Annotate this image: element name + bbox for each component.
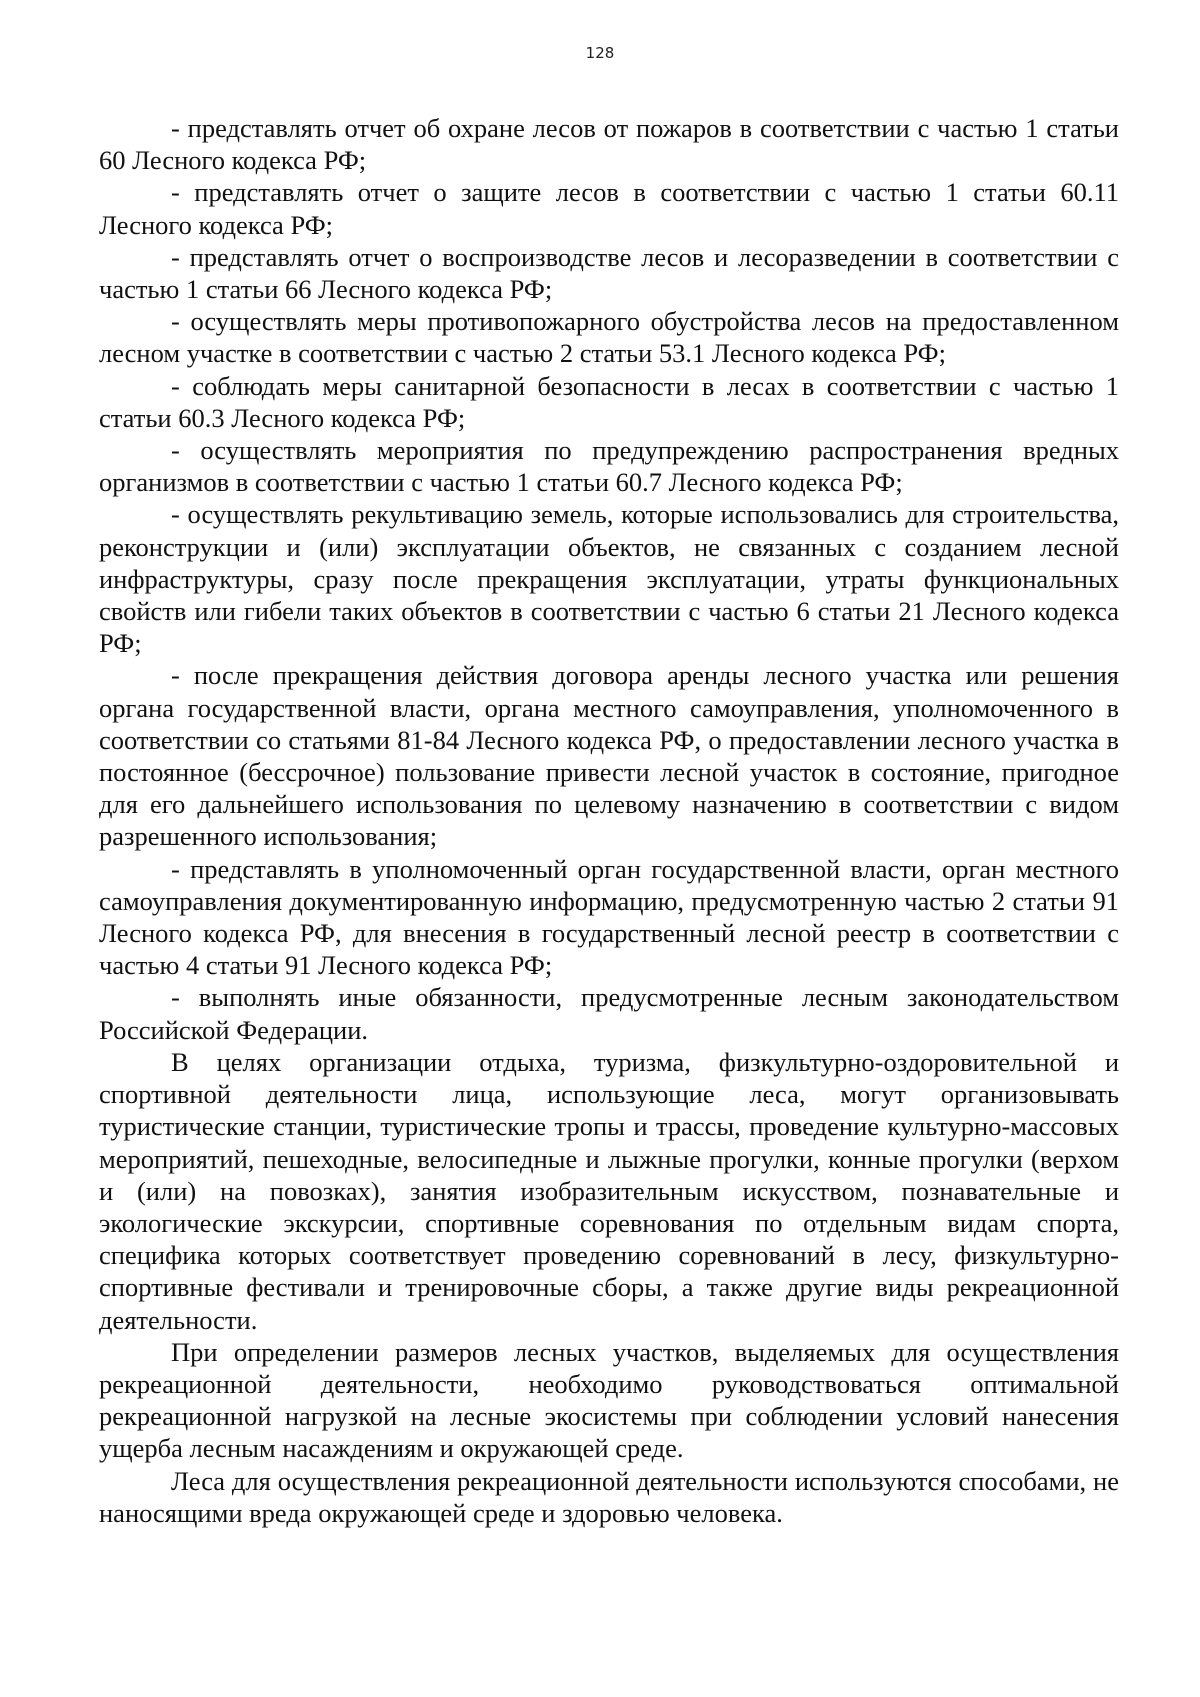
paragraph-harmful-organisms: - осуществлять мероприятия по предупреждению распространения вредных организмов в соответствии с частью 1 статьи 60.7 Лесного кодекса РФ; (99, 435, 1119, 498)
paragraph-recreation-activities: В целях организации отдыха, туризма, физкультурно-оздоровительной и спортивной деятельности лица, использующие леса, могут организовывать туристические станции, туристические тропы и трассы, проведение культурно-массовых мероприятий, пешеходные, велосипедные и лыжные прогулки, конные прогулки (верхом и (или) на повозках), занятия изобразительным искусством, познавательные и экологические экскурсии, спортивные соревнования по отдельным видам спорта, специфика которых соответствует проведению соревнований в лесу, физкультурно-спортивные фестивали и тренировочные сборы, а также другие виды рекреационной деятельности. (99, 1046, 1119, 1335)
paragraph-sanitary-safety: - соблюдать меры санитарной безопасности в лесах в соответствии с частью 1 статьи 60.3 Лесного кодекса РФ; (99, 370, 1119, 433)
paragraph-report-forest-protection: - представлять отчет о защите лесов в соответствии с частью 1 статьи 60.11 Лесного кодекса РФ; (99, 177, 1119, 240)
paragraph-report-reproduction: - представлять отчет о воспроизводстве лесов и лесоразведении в соответствии с частью 1 статьи 66 Лесного кодекса РФ; (99, 241, 1119, 305)
paragraph-documented-information: - представлять в уполномоченный орган государственной власти, орган местного самоуправления документированную информацию, предусмотренную частью 2 статьи 91 Лесного кодекса РФ, для внесения в государственный лесной реестр в соответствии с частью 4 статьи 91 Лесного кодекса РФ; (99, 853, 1119, 981)
page-number: 128 (585, 44, 615, 62)
paragraph-forest-use-methods: Леса для осуществления рекреационной деятельности используются способами, не наносящими вреда окружающей среде и здоровью человека. (99, 1465, 1119, 1528)
paragraph-land-recultivation: - осуществлять рекультивацию земель, которые использовались для строительства, реконструкции и (или) эксплуатации объектов, не связанных с созданием лесной инфраструктуры, сразу после прекращения эксплуатации, утраты функциональных свойств или гибели таких объектов в соответствии с частью 6 статьи 21 Лесного кодекса РФ; (99, 499, 1119, 659)
paragraph-plot-size-determination: При определении размеров лесных участков, выделяемых для осуществления рекреационной деятельности, необходимо руководствоваться оптимальной рекреационной нагрузкой на лесные экосистемы при соблюдении условий нанесения ущерба лесным насаждениям и окружающей среде. (99, 1336, 1119, 1464)
paragraph-fire-prevention-measures: - осуществлять меры противопожарного обустройства лесов на предоставленном лесном участке в соответствии с частью 2 статьи 53.1 Лесного кодекса РФ; (99, 306, 1119, 369)
paragraph-other-duties: - выполнять иные обязанности, предусмотренные лесным законодательством Российской Федерации. (99, 982, 1119, 1045)
paragraph-after-lease-termination: - после прекращения действия договора аренды лесного участка или решения органа государственной власти, органа местного самоуправления, уполномоченного в соответствии со статьями 81-84 Лесного кодекса РФ, о предоставлении лесного участка в постоянное (бессрочное) пользование привести лесной участок в состояние, пригодное для его дальнейшего использования по целевому назначению в соответствии с видом разрешенного использования; (99, 660, 1119, 852)
paragraph-report-fire-protection: - представлять отчет об охране лесов от пожаров в соответствии с частью 1 статьи 60 Лесного кодекса РФ; (99, 113, 1119, 176)
document-body (99, 112, 1119, 1529)
